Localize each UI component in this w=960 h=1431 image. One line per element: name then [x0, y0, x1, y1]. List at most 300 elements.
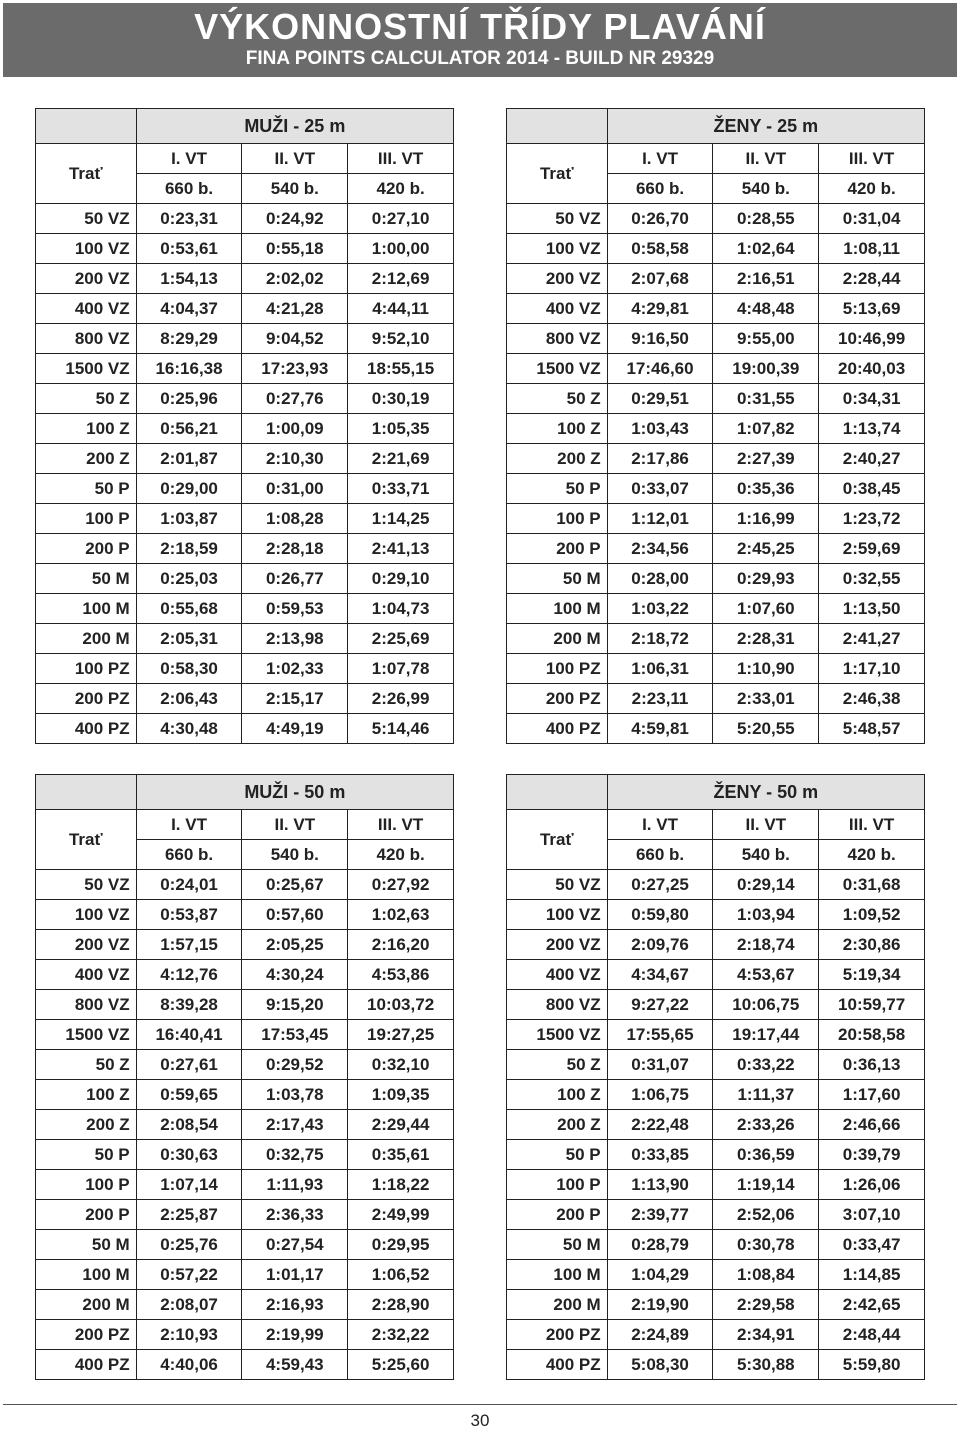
time-cell: 0:29,93: [713, 564, 819, 594]
time-cell: 1:18,22: [348, 1170, 454, 1200]
time-cell: 9:55,00: [713, 324, 819, 354]
table-row: [507, 930, 925, 960]
time-cell: 5:25,60: [348, 1350, 454, 1380]
time-cell: 2:15,17: [242, 684, 348, 714]
points-header: 420 b.: [348, 840, 454, 870]
time-cell: 1:13,50: [819, 594, 925, 624]
table-row: [507, 444, 925, 474]
race-label: 50 P: [507, 474, 608, 504]
time-cell: 9:27,22: [607, 990, 713, 1020]
time-cell: 1:04,73: [348, 594, 454, 624]
table-title-row: [507, 775, 925, 810]
class-header: I. VT: [607, 810, 713, 840]
race-label: 50 Z: [507, 384, 608, 414]
points-header: 660 b.: [607, 840, 713, 870]
time-cell: 2:32,22: [348, 1320, 454, 1350]
race-label: 200 M: [36, 624, 137, 654]
time-cell: 4:30,48: [136, 714, 242, 744]
time-cell: 9:16,50: [607, 324, 713, 354]
time-cell: 0:25,96: [136, 384, 242, 414]
table-row: [507, 900, 925, 930]
time-cell: 0:30,78: [713, 1230, 819, 1260]
time-cell: 1:09,35: [348, 1080, 454, 1110]
table-row: [36, 294, 454, 324]
class-header-row: [507, 144, 925, 174]
time-cell: 4:53,67: [713, 960, 819, 990]
time-cell: 2:10,30: [242, 444, 348, 474]
time-cell: 2:36,33: [242, 1200, 348, 1230]
table-row: [507, 714, 925, 744]
time-cell: 2:46,66: [819, 1110, 925, 1140]
time-cell: 0:30,19: [348, 384, 454, 414]
table-row: [507, 1050, 925, 1080]
time-cell: 0:35,36: [713, 474, 819, 504]
table-row: [36, 384, 454, 414]
time-cell: 2:41,13: [348, 534, 454, 564]
time-cell: 0:24,01: [136, 870, 242, 900]
time-cell: 2:26,99: [348, 684, 454, 714]
race-label: 100 P: [507, 1170, 608, 1200]
time-cell: 2:18,74: [713, 930, 819, 960]
table-title: MUŽI - 25 m: [136, 109, 453, 144]
page-header-banner: [3, 3, 957, 77]
race-label: 1500 VZ: [36, 1020, 137, 1050]
table-corner-blank: [36, 109, 137, 144]
table-row: [36, 1080, 454, 1110]
time-cell: 16:40,41: [136, 1020, 242, 1050]
time-cell: 1:06,52: [348, 1260, 454, 1290]
time-cell: 8:39,28: [136, 990, 242, 1020]
time-cell: 4:04,37: [136, 294, 242, 324]
race-label: 800 VZ: [36, 990, 137, 1020]
time-cell: 1:17,10: [819, 654, 925, 684]
time-cell: 4:40,06: [136, 1350, 242, 1380]
race-label: 100 VZ: [507, 900, 608, 930]
time-cell: 2:46,38: [819, 684, 925, 714]
points-header: 660 b.: [136, 174, 242, 204]
time-cell: 2:06,43: [136, 684, 242, 714]
footer-divider: [3, 1404, 957, 1405]
table-row: [507, 234, 925, 264]
time-cell: 1:08,84: [713, 1260, 819, 1290]
time-cell: 1:03,43: [607, 414, 713, 444]
time-cell: 0:27,76: [242, 384, 348, 414]
race-label: 50 P: [36, 1140, 137, 1170]
table-row: [507, 870, 925, 900]
race-label: 400 VZ: [36, 294, 137, 324]
time-cell: 2:49,99: [348, 1200, 454, 1230]
class-header: III. VT: [819, 144, 925, 174]
trat-header: Trať: [507, 810, 608, 870]
time-cell: 0:33,71: [348, 474, 454, 504]
table-row: [507, 474, 925, 504]
table-row: [507, 1080, 925, 1110]
table-row: [507, 1230, 925, 1260]
race-label: 50 VZ: [36, 204, 137, 234]
race-label: 200 VZ: [36, 930, 137, 960]
time-cell: 17:55,65: [607, 1020, 713, 1050]
table-row: [507, 1260, 925, 1290]
time-cell: 1:54,13: [136, 264, 242, 294]
time-cell: 2:42,65: [819, 1290, 925, 1320]
time-cell: 0:32,75: [242, 1140, 348, 1170]
time-cell: 2:08,54: [136, 1110, 242, 1140]
time-cell: 1:03,94: [713, 900, 819, 930]
race-label: 100 PZ: [507, 654, 608, 684]
time-cell: 16:16,38: [136, 354, 242, 384]
time-cell: 2:29,58: [713, 1290, 819, 1320]
race-label: 50 VZ: [507, 204, 608, 234]
race-label: 100 Z: [507, 414, 608, 444]
time-cell: 17:23,93: [242, 354, 348, 384]
table-row: [36, 870, 454, 900]
time-cell: 0:28,00: [607, 564, 713, 594]
table-row: [36, 204, 454, 234]
race-label: 400 PZ: [507, 1350, 608, 1380]
time-cell: 1:02,63: [348, 900, 454, 930]
table-row: [507, 264, 925, 294]
class-header: I. VT: [136, 810, 242, 840]
class-header: III. VT: [348, 810, 454, 840]
table-women-50m: [506, 774, 925, 1380]
race-label: 50 Z: [36, 384, 137, 414]
race-label: 100 VZ: [36, 234, 137, 264]
race-label: 400 PZ: [507, 714, 608, 744]
time-cell: 0:31,04: [819, 204, 925, 234]
race-label: 200 PZ: [507, 684, 608, 714]
time-cell: 9:52,10: [348, 324, 454, 354]
race-label: 100 M: [507, 1260, 608, 1290]
time-cell: 2:34,56: [607, 534, 713, 564]
time-cell: 0:30,63: [136, 1140, 242, 1170]
time-cell: 1:03,87: [136, 504, 242, 534]
table-row: [36, 234, 454, 264]
time-cell: 1:23,72: [819, 504, 925, 534]
time-cell: 0:53,61: [136, 234, 242, 264]
time-cell: 2:29,44: [348, 1110, 454, 1140]
time-cell: 0:29,00: [136, 474, 242, 504]
table-row: [36, 1200, 454, 1230]
race-label: 50 Z: [507, 1050, 608, 1080]
race-label: 200 Z: [507, 444, 608, 474]
race-label: 1500 VZ: [36, 354, 137, 384]
time-cell: 17:53,45: [242, 1020, 348, 1050]
class-header: I. VT: [607, 144, 713, 174]
table-row: [36, 990, 454, 1020]
time-cell: 0:57,22: [136, 1260, 242, 1290]
table-men-50m: [35, 774, 454, 1380]
time-cell: 4:59,43: [242, 1350, 348, 1380]
time-cell: 0:31,55: [713, 384, 819, 414]
time-cell: 5:48,57: [819, 714, 925, 744]
time-cell: 2:40,27: [819, 444, 925, 474]
race-label: 200 P: [36, 1200, 137, 1230]
time-cell: 1:07,60: [713, 594, 819, 624]
time-cell: 2:41,27: [819, 624, 925, 654]
race-label: 50 M: [36, 564, 137, 594]
table-row: [507, 384, 925, 414]
table-row: [507, 960, 925, 990]
time-cell: 2:27,39: [713, 444, 819, 474]
time-cell: 9:04,52: [242, 324, 348, 354]
table-row: [507, 594, 925, 624]
points-header: 540 b.: [713, 840, 819, 870]
time-cell: 1:05,35: [348, 414, 454, 444]
time-cell: 0:39,79: [819, 1140, 925, 1170]
time-cell: 2:48,44: [819, 1320, 925, 1350]
race-label: 1500 VZ: [507, 1020, 608, 1050]
table-row: [36, 654, 454, 684]
time-cell: 1:11,93: [242, 1170, 348, 1200]
time-cell: 19:27,25: [348, 1020, 454, 1050]
time-cell: 1:06,75: [607, 1080, 713, 1110]
time-cell: 0:36,59: [713, 1140, 819, 1170]
table-row: [36, 1110, 454, 1140]
trat-header: Trať: [36, 144, 137, 204]
time-cell: 4:30,24: [242, 960, 348, 990]
time-cell: 0:29,95: [348, 1230, 454, 1260]
race-label: 100 PZ: [36, 654, 137, 684]
race-label: 200 P: [507, 534, 608, 564]
table-row: [507, 1110, 925, 1140]
class-header: II. VT: [242, 144, 348, 174]
time-cell: 2:25,87: [136, 1200, 242, 1230]
race-label: 800 VZ: [507, 324, 608, 354]
time-cell: 0:55,18: [242, 234, 348, 264]
time-cell: 0:33,85: [607, 1140, 713, 1170]
race-label: 50 M: [507, 564, 608, 594]
time-cell: 4:49,19: [242, 714, 348, 744]
time-cell: 2:09,76: [607, 930, 713, 960]
table-row: [36, 684, 454, 714]
time-cell: 2:12,69: [348, 264, 454, 294]
time-cell: 2:07,68: [607, 264, 713, 294]
table-row: [507, 414, 925, 444]
time-cell: 10:46,99: [819, 324, 925, 354]
time-cell: 0:56,21: [136, 414, 242, 444]
table-corner-blank: [507, 775, 608, 810]
class-header-row: [36, 144, 454, 174]
table-row: [507, 624, 925, 654]
time-cell: 1:19,14: [713, 1170, 819, 1200]
time-cell: 5:59,80: [819, 1350, 925, 1380]
time-cell: 4:29,81: [607, 294, 713, 324]
race-label: 400 PZ: [36, 1350, 137, 1380]
table-row: [36, 474, 454, 504]
time-cell: 0:33,47: [819, 1230, 925, 1260]
time-cell: 2:59,69: [819, 534, 925, 564]
time-cell: 1:00,00: [348, 234, 454, 264]
table-row: [36, 714, 454, 744]
table-row: [507, 354, 925, 384]
time-cell: 2:05,25: [242, 930, 348, 960]
time-cell: 10:03,72: [348, 990, 454, 1020]
time-cell: 4:59,81: [607, 714, 713, 744]
time-cell: 4:21,28: [242, 294, 348, 324]
trat-header: Trať: [507, 144, 608, 204]
table-row: [36, 1230, 454, 1260]
table-row: [507, 990, 925, 1020]
time-cell: 2:22,48: [607, 1110, 713, 1140]
time-cell: 1:08,11: [819, 234, 925, 264]
time-cell: 1:00,09: [242, 414, 348, 444]
time-cell: 5:19,34: [819, 960, 925, 990]
page-title: VÝKONNOSTNÍ TŘÍDY PLAVÁNÍ: [194, 6, 766, 47]
time-cell: 1:07,14: [136, 1170, 242, 1200]
time-cell: 1:08,28: [242, 504, 348, 534]
time-cell: 0:26,77: [242, 564, 348, 594]
time-cell: 3:07,10: [819, 1200, 925, 1230]
race-label: 200 VZ: [507, 930, 608, 960]
time-cell: 0:26,70: [607, 204, 713, 234]
time-cell: 1:06,31: [607, 654, 713, 684]
table-row: [36, 594, 454, 624]
race-label: 50 M: [36, 1230, 137, 1260]
time-cell: 0:29,52: [242, 1050, 348, 1080]
table-row: [36, 1170, 454, 1200]
time-cell: 2:28,18: [242, 534, 348, 564]
table-row: [36, 624, 454, 654]
time-cell: 1:14,85: [819, 1260, 925, 1290]
race-label: 100 P: [36, 504, 137, 534]
time-cell: 4:34,67: [607, 960, 713, 990]
time-cell: 5:30,88: [713, 1350, 819, 1380]
class-header: III. VT: [819, 810, 925, 840]
race-label: 50 VZ: [507, 870, 608, 900]
points-header: 540 b.: [242, 840, 348, 870]
table-title: MUŽI - 50 m: [136, 775, 453, 810]
time-cell: 4:12,76: [136, 960, 242, 990]
time-cell: 0:59,65: [136, 1080, 242, 1110]
time-cell: 2:08,07: [136, 1290, 242, 1320]
points-header: 660 b.: [607, 174, 713, 204]
table-row: [36, 354, 454, 384]
time-cell: 2:25,69: [348, 624, 454, 654]
race-label: 800 VZ: [507, 990, 608, 1020]
time-cell: 0:25,76: [136, 1230, 242, 1260]
race-label: 100 P: [507, 504, 608, 534]
time-cell: 1:03,22: [607, 594, 713, 624]
table-title-row: [36, 109, 454, 144]
table-row: [507, 1290, 925, 1320]
time-cell: 2:24,89: [607, 1320, 713, 1350]
time-cell: 0:31,00: [242, 474, 348, 504]
time-cell: 5:13,69: [819, 294, 925, 324]
race-label: 100 Z: [507, 1080, 608, 1110]
time-cell: 2:05,31: [136, 624, 242, 654]
table-corner-blank: [507, 109, 608, 144]
table-row: [507, 684, 925, 714]
time-cell: 2:17,43: [242, 1110, 348, 1140]
race-label: 100 Z: [36, 414, 137, 444]
time-cell: 0:28,55: [713, 204, 819, 234]
race-label: 200 M: [36, 1290, 137, 1320]
table-title: ŽENY - 50 m: [607, 775, 924, 810]
time-cell: 2:28,31: [713, 624, 819, 654]
time-cell: 0:59,53: [242, 594, 348, 624]
table-row: [36, 1290, 454, 1320]
time-cell: 0:27,10: [348, 204, 454, 234]
time-cell: 0:29,10: [348, 564, 454, 594]
time-cell: 2:18,59: [136, 534, 242, 564]
time-cell: 0:27,54: [242, 1230, 348, 1260]
time-cell: 2:19,90: [607, 1290, 713, 1320]
table-row: [507, 1170, 925, 1200]
time-cell: 8:29,29: [136, 324, 242, 354]
table-row: [507, 324, 925, 354]
time-cell: 0:27,61: [136, 1050, 242, 1080]
race-label: 50 VZ: [36, 870, 137, 900]
race-label: 200 PZ: [36, 1320, 137, 1350]
time-cell: 5:14,46: [348, 714, 454, 744]
race-label: 200 M: [507, 624, 608, 654]
time-cell: 0:57,60: [242, 900, 348, 930]
table-row: [36, 534, 454, 564]
time-cell: 9:15,20: [242, 990, 348, 1020]
race-label: 50 M: [507, 1230, 608, 1260]
race-label: 400 PZ: [36, 714, 137, 744]
time-cell: 10:06,75: [713, 990, 819, 1020]
race-label: 100 P: [36, 1170, 137, 1200]
time-cell: 0:36,13: [819, 1050, 925, 1080]
time-cell: 1:04,29: [607, 1260, 713, 1290]
time-cell: 2:16,93: [242, 1290, 348, 1320]
time-cell: 1:16,99: [713, 504, 819, 534]
race-label: 400 VZ: [507, 294, 608, 324]
table-row: [36, 900, 454, 930]
time-cell: 2:23,11: [607, 684, 713, 714]
race-label: 100 M: [36, 594, 137, 624]
table-row: [507, 1350, 925, 1380]
time-cell: 2:02,02: [242, 264, 348, 294]
race-label: 400 VZ: [507, 960, 608, 990]
time-cell: 20:40,03: [819, 354, 925, 384]
time-cell: 2:34,91: [713, 1320, 819, 1350]
table-row: [507, 1200, 925, 1230]
table-row: [507, 294, 925, 324]
time-cell: 0:29,51: [607, 384, 713, 414]
table-row: [36, 504, 454, 534]
time-cell: 0:25,67: [242, 870, 348, 900]
time-cell: 4:48,48: [713, 294, 819, 324]
race-label: 400 VZ: [36, 960, 137, 990]
time-cell: 0:32,10: [348, 1050, 454, 1080]
time-cell: 4:53,86: [348, 960, 454, 990]
time-cell: 0:29,14: [713, 870, 819, 900]
race-label: 200 P: [507, 1200, 608, 1230]
race-label: 50 P: [507, 1140, 608, 1170]
time-cell: 2:17,86: [607, 444, 713, 474]
table-row: [507, 504, 925, 534]
race-label: 100 VZ: [507, 234, 608, 264]
time-cell: 0:34,31: [819, 384, 925, 414]
time-cell: 1:11,37: [713, 1080, 819, 1110]
time-cell: 1:14,25: [348, 504, 454, 534]
time-cell: 4:44,11: [348, 294, 454, 324]
class-header: III. VT: [348, 144, 454, 174]
time-cell: 1:57,15: [136, 930, 242, 960]
time-cell: 2:10,93: [136, 1320, 242, 1350]
time-cell: 2:21,69: [348, 444, 454, 474]
race-label: 200 M: [507, 1290, 608, 1320]
table-row: [507, 1020, 925, 1050]
time-cell: 0:31,07: [607, 1050, 713, 1080]
race-label: 200 P: [36, 534, 137, 564]
page-number: 30: [470, 1411, 490, 1430]
time-cell: 0:55,68: [136, 594, 242, 624]
time-cell: 0:25,03: [136, 564, 242, 594]
race-label: 200 PZ: [507, 1320, 608, 1350]
